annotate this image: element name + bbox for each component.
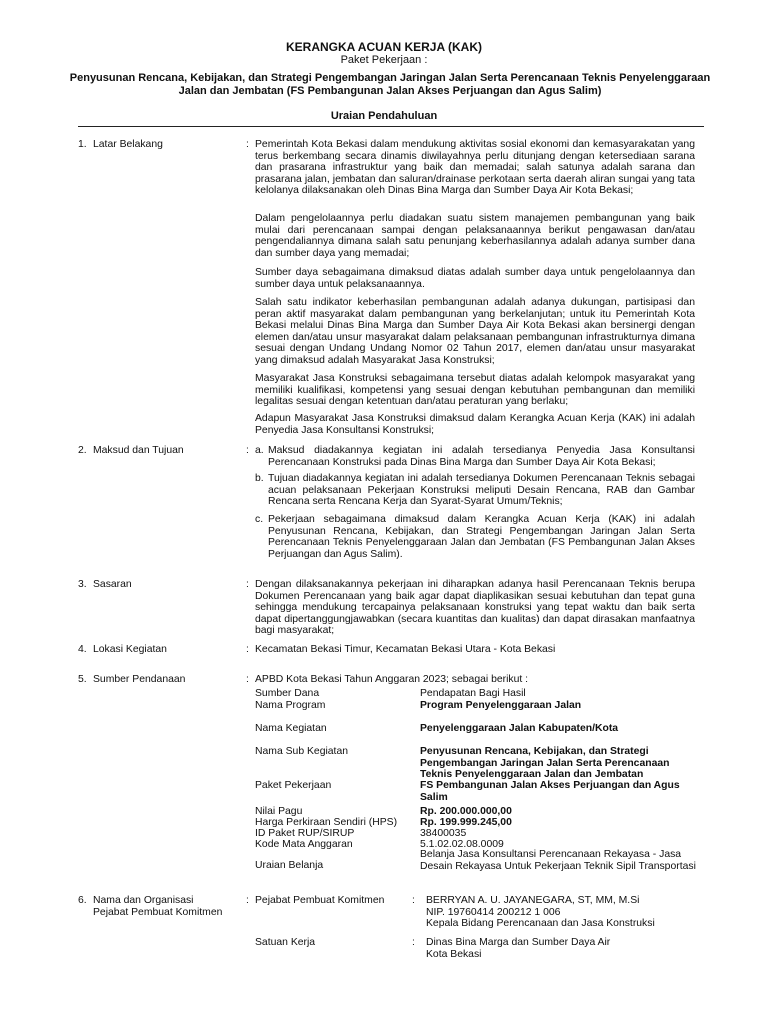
section-5-number: 5. [78,674,87,685]
section-2-colon: : [246,445,249,456]
ppk-details [426,895,706,930]
section-1-label: Latar Belakang [93,139,163,150]
latar-belakang-paragraph-1: Pemerintah Kota Bekasi dalam mendukung aktivitas sosial ekonomi dan kemasyarakatan yang terus berkembang secara dinamis diwilayahnya perlu ditunjang dengan ketersediaan sarana dan prasarana infrastruktur yang baik dan memadai; salah satunya adalah sarana dan prasarana jalan, jembatan dan saluran/drainase perkotaan serta daerah aliran sungai yang tata kelolanya dilaksanakan oleh Dinas Bina Marga dan Sumber Daya Air Kota Bekasi; [255,139,695,197]
ppk-nip: NIP. 19760414 200212 1 006 [426,906,561,918]
funding-row-key: ID Paket RUP/SIRUP [255,828,355,839]
section-6-label [93,895,243,918]
funding-row-key: Kode Mata Anggaran [255,839,353,850]
funding-row-value: Penyusunan Rencana, Kebijakan, dan Strategi Pengembangan Jaringan Jalan Serta Perencanaan Teknis Penyelenggaraan Jalan dan Jembatan [420,746,670,781]
funding-row-value: 38400035 [420,828,467,839]
section-4-number: 4. [78,644,87,655]
funding-row-key: Uraian Belanja [255,860,324,871]
funding-row-value: Penyelenggaraan Jalan Kabupaten/Kota [420,723,619,734]
section-4-label: Lokasi Kegiatan [93,644,167,655]
section-1-number: 1. [78,139,87,150]
section-3-number: 3. [78,579,87,590]
section-divider [78,126,704,127]
funding-row-value: Program Penyelenggaraan Jalan [420,700,582,711]
document-subtitle: Paket Pekerjaan : [340,54,428,66]
funding-row-key: Sumber Dana [255,688,320,699]
maksud-item-b: Tujuan diadakannya kegiatan ini adalah tersedianya Dokumen Perencanaan Teknis sebagai acuan pelaksanaan Pekerjaan Konstruksi meliputi Desain Rencana, RAB dan Gambar Rencana serta Rencana Kerja dan Syarat-Syarat Umum/Teknis; [268,473,695,508]
funding-row-value: 5.1.02.02.08.0009 [420,839,504,850]
sasaran-text: Dengan dilaksanakannya pekerjaan ini diharapkan adanya hasil Perencanaan Teknis berupa Dokumen Perencanaan yang baik agar dapat diaplikasikan sesuai kebutuhan dan tepat guna sehingga mendukung tercapainya pelaksanaan konstruksi yang tepat waktu dan baik serta dapat dipertanggungjawabkan (secara kuantitas dan kualitas) dan dapat dirasakan manfaatnya bagi masyarakat; [255,579,695,637]
funding-row-key: Paket Pekerjaan [255,780,332,791]
funding-row-value: FS Pembangunan Jalan Akses Perjuangan dan Agus Salim [420,780,680,803]
funding-row-value: Pendapatan Bagi Hasil [420,688,526,699]
section-6-label-line-2: Pejabat Pembuat Komitmen [93,906,223,918]
maksud-item-a: Maksud diadakannya kegiatan ini adalah tersedianya Penyedia Jasa Konsultansi Perencanaan Konstruksi pada Dinas Bina Marga dan Sumber Daya Air Kota Bekasi; [268,445,695,468]
document-title: KERANGKA ACUAN KERJA (KAK) [286,40,482,54]
section-2-number: 2. [78,445,87,456]
item-c-letter: c. [255,514,264,525]
funding-row-value: Rp. 199.999.245,00 [420,817,512,828]
latar-belakang-paragraph-2: Dalam pengelolaannya perlu diadakan suatu sistem manajemen pembangunan yang baik mulai dari perencanaan sampai dengan pelaksanaannya berikut pengawasan dan/atau pengendaliannya dimana salah satu penunjang keberhasilannya adalah adanya sumber dana dan sumber daya yang memadai; [255,213,695,259]
section-6-label-line-1: Nama dan Organisasi [93,895,194,906]
funding-row-key: Nama Sub Kegiatan [255,746,348,757]
section-3-colon: : [246,579,249,590]
section-2-label: Maksud dan Tujuan [93,445,184,456]
funding-row-key: Nama Kegiatan [255,723,327,734]
funding-row-key: Nama Program [255,700,326,711]
funding-row-key: Harga Perkiraan Sendiri (HPS) [255,817,398,828]
ppk-position: Kepala Bidang Perencanaan dan Jasa Konstruksi [426,918,655,930]
maksud-item-c: Pekerjaan sebagaimana dimaksud dalam Kerangka Acuan Kerja (KAK) ini adalah Penyusunan Rencana, Kebijakan, dan Strategi Pengembangan Jaringan Jalan Serta Perencanaan Teknis Penyelenggaraan Jalan dan Jembatan (FS Pembangunan Jalan Akses Perjuangan dan Agus Salim). [268,514,695,560]
latar-belakang-paragraph-3: Sumber daya sebagaimana dimaksud diatas adalah sumber daya untuk pengelolaannya dan sumber daya untuk pelaksanaannya. [255,267,695,290]
satuan-kerja-details [426,937,706,960]
section-6-colon: : [246,895,249,906]
latar-belakang-paragraph-4: Salah satu indikator keberhasilan pembangunan adalah adanya dukungan, partisipasi dan peran aktif masyarakat dalam pembangunan yang berkelanjutan; untuk itu Pemerintah Kota Bekasi melalui Dinas Bina Marga dan Sumber Daya Air Kota Bekasi akan bersinergi dengan elemen dan/atau unsur masyarakat dalam pelaksanaan pembangunan infrastrukturnya dimana sesuai dengan Undang Undang Nomor 02 Tahun 2017, elemen dan/atau unsur masyarakat yang dimaksud adalah Masyarakat Jasa Konstruksi; [255,297,695,366]
headline-line-1: Penyusunan Rencana, Kebijakan, dan Strategi Pengembangan Jaringan Jalan Serta Perencanaan Teknis Penyelenggaraan [69,72,711,84]
satuan-kerja-key: Satuan Kerja [255,937,316,948]
funding-row-value: Belanja Jasa Konsultansi Perencanaan Rekayasa - Jasa Desain Rekayasa Untuk Pekerjaan Teknik Sipil Transportasi [420,849,696,872]
document-headline [60,72,720,98]
funding-row-key: Nilai Pagu [255,806,303,817]
satuan-kerja-line-2: Kota Bekasi [426,948,482,960]
ppk-name: BERRYAN A. U. JAYANEGARA, ST, MM, M.Si [426,895,640,906]
ppk-key: Pejabat Pembuat Komitmen [255,895,385,906]
pendanaan-intro: APBD Kota Bekasi Tahun Anggaran 2023; sebagai berikut : [255,674,529,685]
latar-belakang-paragraph-5: Masyarakat Jasa Konstruksi sebagaimana tersebut diatas adalah kelompok masyarakat yang memiliki kualifikasi, kompetensi yang sesuai dengan kebutuhan pembangunan dan memiliki legalitas sesuai dengan ketentuan dan/atau peraturan yang berlaku; [255,373,695,408]
section-6-number: 6. [78,895,87,906]
ppk-colon: : [412,895,415,906]
satuan-kerja-line-1: Dinas Bina Marga dan Sumber Daya Air [426,937,611,948]
section-4-colon: : [246,644,249,655]
section-5-colon: : [246,674,249,685]
latar-belakang-paragraph-6: Adapun Masyarakat Jasa Konstruksi dimaksud dalam Kerangka Acuan Kerja (KAK) ini adalah Penyedia Jasa Konsultansi Konstruksi; [255,413,695,436]
item-b-letter: b. [255,473,264,484]
headline-line-2: Jalan dan Jembatan (FS Pembangunan Jalan Akses Perjuangan dan Agus Salim) [178,85,602,97]
section-heading: Uraian Pendahuluan [330,110,438,122]
section-5-label: Sumber Pendanaan [93,674,186,685]
section-1-colon: : [246,139,249,150]
lokasi-text: Kecamatan Bekasi Timur, Kecamatan Bekasi Utara - Kota Bekasi [255,644,556,655]
funding-row-value: Rp. 200.000.000,00 [420,806,512,817]
section-3-label: Sasaran [93,579,132,590]
satuan-kerja-colon: : [412,937,415,948]
item-a-letter: a. [255,445,264,456]
